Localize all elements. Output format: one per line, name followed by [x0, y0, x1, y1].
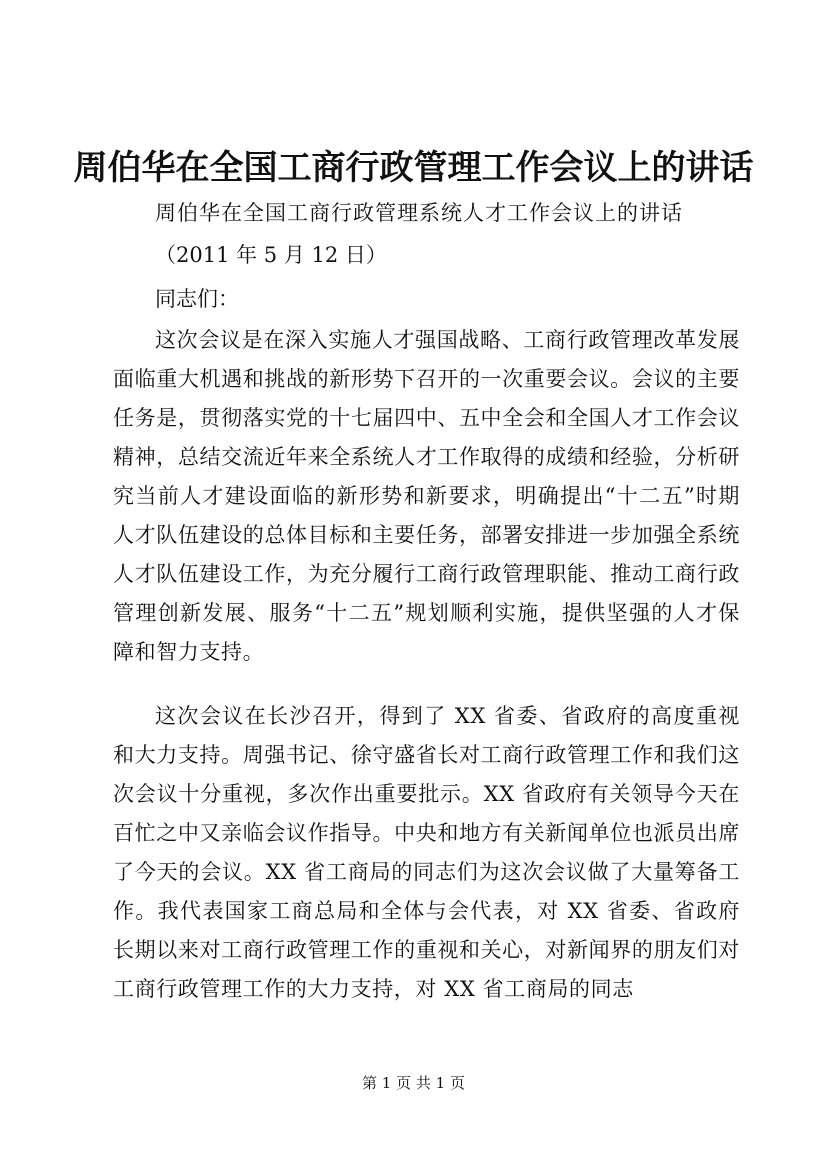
- greeting: 同志们：: [155, 287, 239, 311]
- paragraph-1: 这次会议是在深入实施人才强国战略、工商行政管理改革发展面临重大机遇和挑战的新形势下召开的一次重要会议。会议的主要任务是，贯彻落实党的十七届四中、五中全会和全国人才工作会议精神，总结交流近年来全系统人才工作取得的成绩和经验，分析研究当前人才建设面临的新形势和新要求，明确提出“十二五”时期人才队伍建设的总体目标和主要任务，部署安排进一步加强全系统人才队伍建设工作，为充分履行工商行政管理职能、推动工商行政管理创新发展、服务“十二五”规划顺利实施，提供坚强的人才保障和智力支持。: [113, 328, 740, 664]
- paragraph-2: 这次会议在长沙召开，得到了 XX 省委、省政府的高度重视和大力支持。周强书记、徐守盛省长对工商行政管理工作和我们这次会议十分重视，多次作出重要批示。XX 省政府有关领导今天在百忙之中又亲临会议作指导。中央和地方有关新闻单位也派员出席了今天的会议。XX 省工商局的同志们为这次会议做了大量筹备工作。我代表国家工商总局和全体与会代表，对 XX 省委、省政府长期以来对工商行政管理工作的重视和关心，对新闻界的朋友们对工商行政管理工作的大力支持，对 XX 省工商局的同志: [113, 704, 740, 1001]
- page-footer: 第 1 页 共 1 页: [362, 1074, 465, 1092]
- document-subtitle: 周伯华在全国工商行政管理系统人才工作会议上的讲话: [155, 201, 683, 225]
- document-date: （2011 年 5 月 12 日）: [155, 243, 387, 267]
- document-title: 周伯华在全国工商行政管理工作会议上的讲话: [73, 148, 754, 188]
